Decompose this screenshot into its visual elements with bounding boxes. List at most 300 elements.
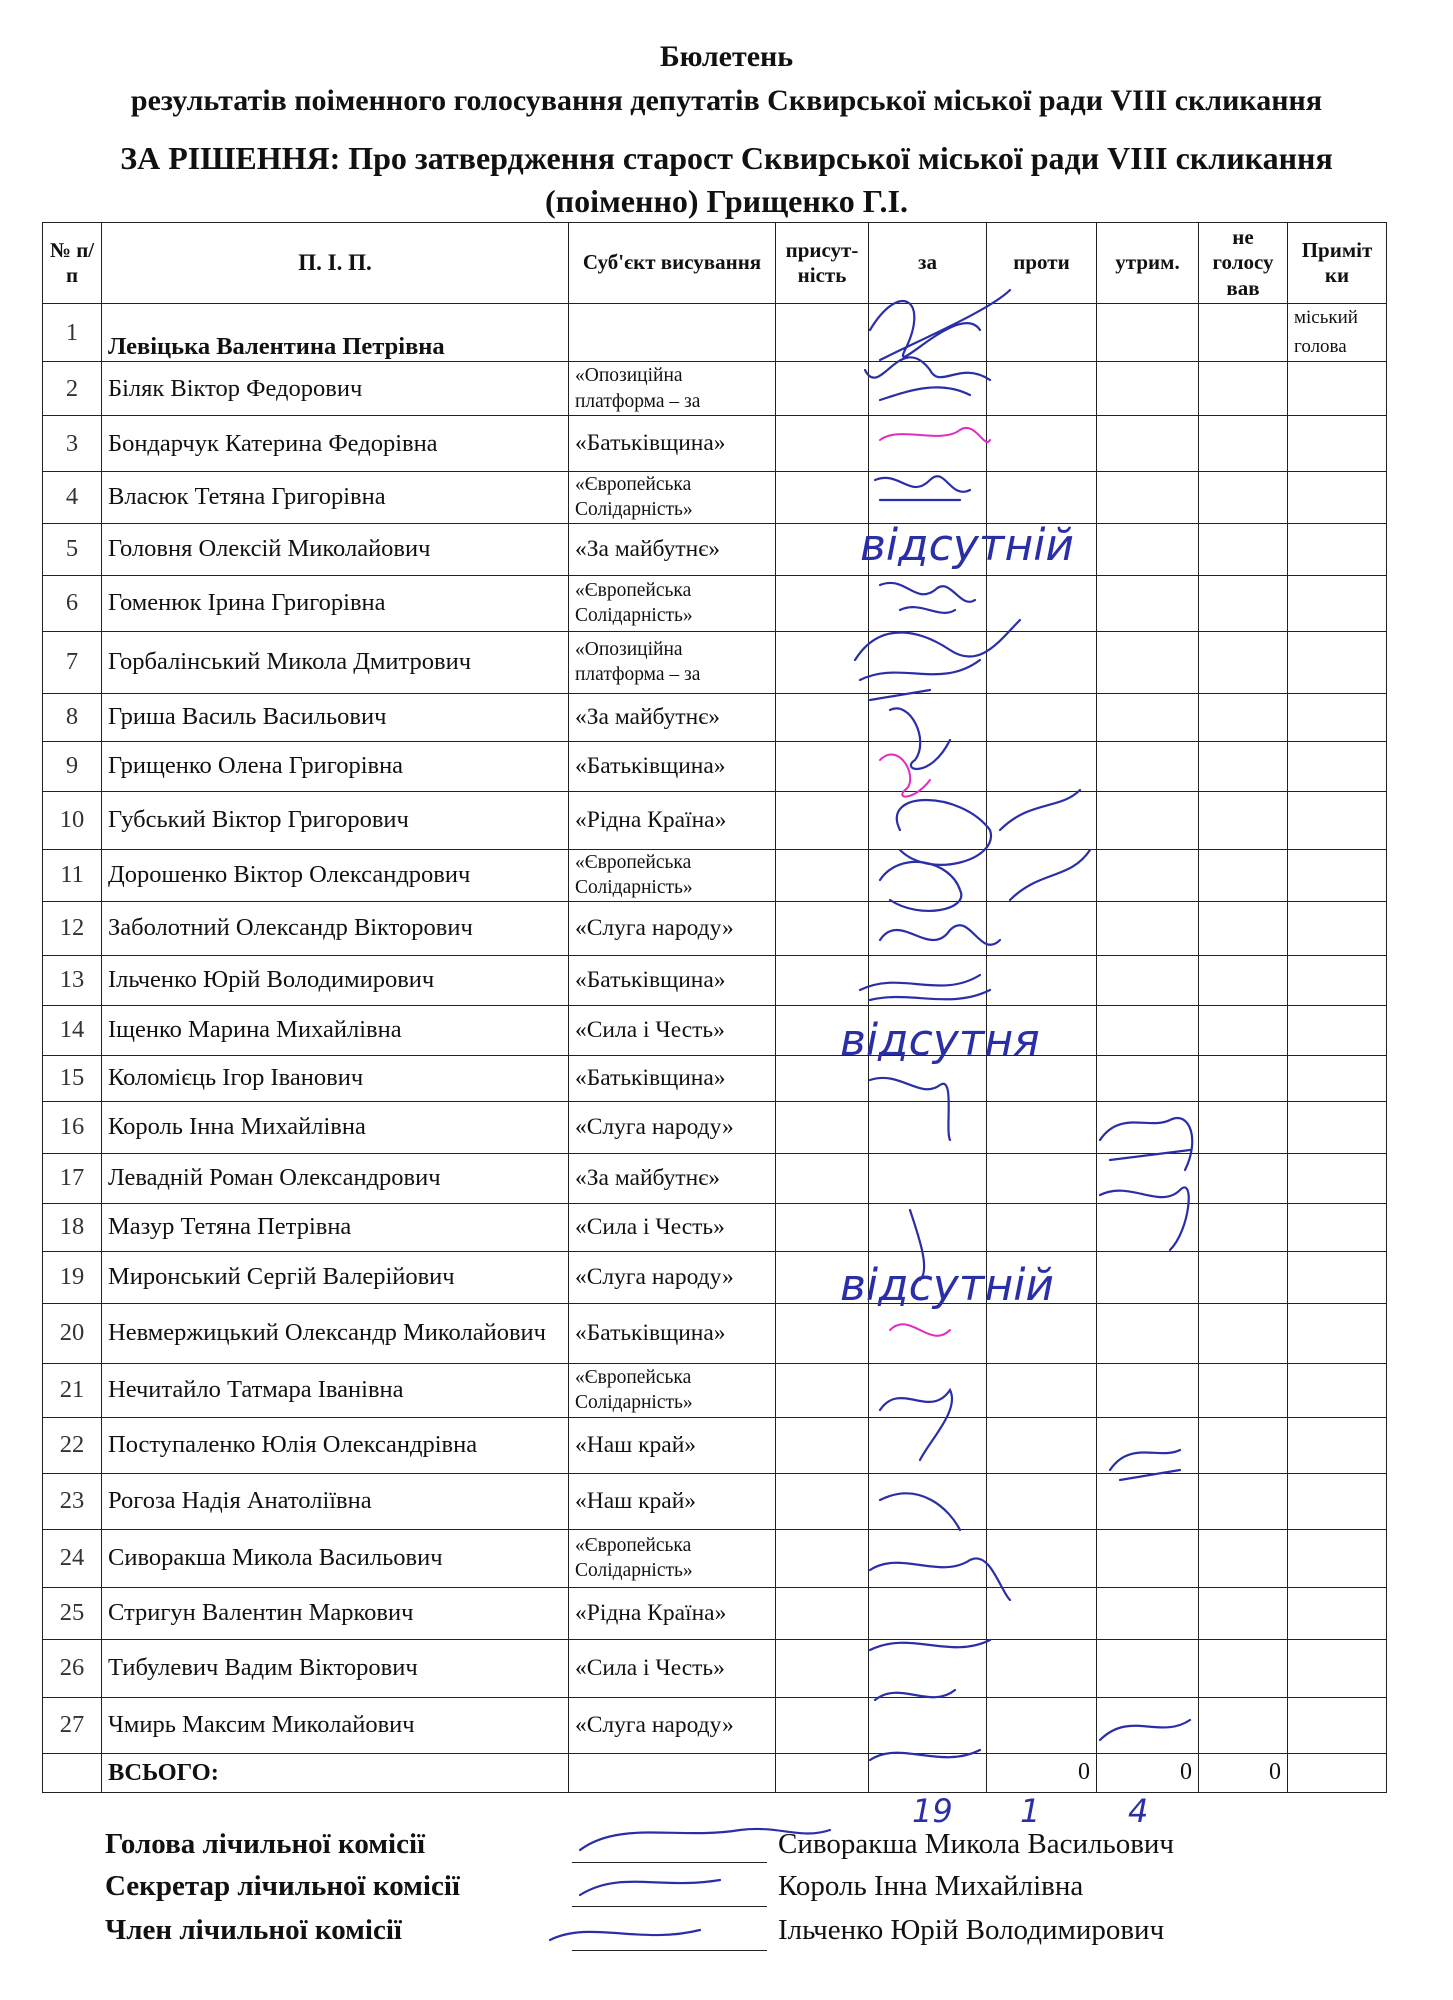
table-row [43,575,1387,631]
nominating-party: «За майбутнє» [569,523,776,575]
for-cell [869,416,987,472]
novote-cell [1199,1005,1288,1055]
abstain-cell [1097,901,1199,955]
for-cell [869,1473,987,1529]
novote-cell [1199,1473,1288,1529]
for-cell [869,1153,987,1203]
row-number: 8 [43,693,102,741]
against-cell [987,1473,1097,1529]
note-cell [1288,1473,1387,1529]
table-row [43,523,1387,575]
present-cell [776,1005,869,1055]
note-cell [1288,1005,1387,1055]
for-cell [869,1639,987,1697]
present-cell [776,791,869,849]
voting-table [42,222,1387,1793]
nominating-party: «Батьківщина» [569,1303,776,1363]
abstain-cell [1097,523,1199,575]
nominating-party: «Слуга народу» [569,1697,776,1753]
for-cell [869,693,987,741]
nominating-party: «Європейська Солідарність» [569,1529,776,1587]
against-cell [987,1203,1097,1251]
note-cell [1288,849,1387,901]
abstain-cell [1097,631,1199,693]
deputy-name: Гоменюк Ірина Григорівна [102,575,569,631]
novote-cell [1199,304,1288,362]
deputy-name: Рогоза Надія Анатоліївна [102,1473,569,1529]
table-row [43,1529,1387,1587]
note-cell [1288,1303,1387,1363]
for-cell [869,1055,987,1101]
totals-row [43,1753,1387,1792]
row-number: 11 [43,849,102,901]
header-against: проти [987,223,1097,304]
row-number: 15 [43,1055,102,1101]
totals-abstain-printed: 0 [1097,1753,1199,1792]
against-cell [987,362,1097,416]
novote-cell [1199,362,1288,416]
against-cell [987,849,1097,901]
row-number: 9 [43,741,102,791]
row-number: 13 [43,955,102,1005]
table-row [43,1587,1387,1639]
for-cell [869,1697,987,1753]
nominating-party: «Батьківщина» [569,416,776,472]
member-signature [550,1930,700,1940]
abstain-cell [1097,1529,1199,1587]
totals-novote: 0 [1199,1753,1288,1792]
note-cell [1288,1529,1387,1587]
novote-cell [1199,1203,1288,1251]
present-cell [776,1055,869,1101]
note-cell [1288,693,1387,741]
deputy-name: Грищенко Олена Григорівна [102,741,569,791]
head-signature-line [572,1862,767,1863]
total-against: 1 [1020,1792,1041,1830]
against-cell [987,575,1097,631]
present-cell [776,1153,869,1203]
abstain-cell [1097,304,1199,362]
deputy-name: Мазур Тетяна Петрівна [102,1203,569,1251]
secretary-signature-line [572,1906,767,1907]
note-cell [1288,1203,1387,1251]
abstain-cell [1097,575,1199,631]
deputy-name: Власюк Тетяна Григорівна [102,472,569,524]
row-number: 18 [43,1203,102,1251]
novote-cell [1199,1101,1288,1153]
nominating-party: «За майбутнє» [569,1153,776,1203]
against-cell [987,416,1097,472]
for-cell [869,304,987,362]
secretary-label: Секретар лічильної комісії [105,1870,460,1902]
row-number: 23 [43,1473,102,1529]
deputy-name: Чмирь Максим Миколайович [102,1697,569,1753]
nominating-party: «Наш край» [569,1417,776,1473]
note-cell [1288,575,1387,631]
deputy-name: Тибулевич Вадим Вікторович [102,1639,569,1697]
present-cell [776,304,869,362]
abstain-cell [1097,362,1199,416]
present-cell [776,849,869,901]
table-row [43,1005,1387,1055]
table-row [43,1251,1387,1303]
table-row [43,791,1387,849]
for-cell [869,1101,987,1153]
absent-note-14: відсутня [840,1015,1040,1066]
deputy-name: Левадній Роман Олександрович [102,1153,569,1203]
table-row [43,416,1387,472]
nominating-party: «Європейська Солідарність» [569,575,776,631]
abstain-cell [1097,1101,1199,1153]
for-cell [869,901,987,955]
for-cell [869,362,987,416]
present-cell [776,741,869,791]
totals-notes [1288,1753,1387,1792]
novote-cell [1199,416,1288,472]
for-cell [869,1363,987,1417]
table-row [43,631,1387,693]
present-cell [776,416,869,472]
for-cell [869,1005,987,1055]
present-cell [776,955,869,1005]
against-cell [987,901,1097,955]
abstain-cell [1097,1005,1199,1055]
member-label: Член лічильної комісії [105,1914,402,1946]
novote-cell [1199,472,1288,524]
against-cell [987,1055,1097,1101]
note-cell [1288,1363,1387,1417]
header-for: за [869,223,987,304]
novote-cell [1199,631,1288,693]
note-cell: міський голова [1288,304,1387,362]
row-number: 10 [43,791,102,849]
abstain-cell [1097,1251,1199,1303]
row-number: 19 [43,1251,102,1303]
deputy-name: Бондарчук Катерина Федорівна [102,416,569,472]
for-cell [869,791,987,849]
note-cell [1288,901,1387,955]
table-row [43,1101,1387,1153]
present-cell [776,523,869,575]
note-cell [1288,1251,1387,1303]
abstain-cell [1097,693,1199,741]
novote-cell [1199,1697,1288,1753]
present-cell [776,1697,869,1753]
against-cell [987,1005,1097,1055]
row-number: 2 [43,362,102,416]
table-row [43,693,1387,741]
against-cell [987,472,1097,524]
nominating-party: «Слуга народу» [569,1101,776,1153]
against-cell [987,1529,1097,1587]
novote-cell [1199,901,1288,955]
note-cell [1288,1153,1387,1203]
against-cell [987,741,1097,791]
deputy-name: Левіцька Валентина Петрівна [102,304,569,362]
present-cell [776,1587,869,1639]
header-present: присут-ність [776,223,869,304]
abstain-cell [1097,1639,1199,1697]
row-number: 24 [43,1529,102,1587]
table-row [43,1363,1387,1417]
against-cell [987,1363,1097,1417]
note-cell [1288,1697,1387,1753]
secretary-signature [580,1880,720,1895]
against-cell [987,1303,1097,1363]
nominating-party: «Слуга народу» [569,901,776,955]
novote-cell [1199,1417,1288,1473]
abstain-cell [1097,472,1199,524]
for-cell [869,1417,987,1473]
bulletin-subtitle: результатів поіменного голосування депутатів Сквирської міської ради VIII скликання [130,84,1323,117]
note-cell [1288,1417,1387,1473]
total-abstain: 4 [1128,1792,1149,1830]
for-cell [869,575,987,631]
deputy-name: Горбалінський Микола Дмитрович [102,631,569,693]
decision-title: ЗА РІШЕННЯ: Про затвердження старост Сквирської міської ради VIII скликання [120,140,1333,176]
table-row [43,1697,1387,1753]
for-cell [869,1251,987,1303]
note-cell [1288,362,1387,416]
novote-cell [1199,1055,1288,1101]
against-cell [987,1587,1097,1639]
present-cell [776,1473,869,1529]
deputy-name: Іщенко Марина Михайлівна [102,1005,569,1055]
nominating-party: «Сила і Честь» [569,1639,776,1697]
row-number: 6 [43,575,102,631]
nominating-party [569,304,776,362]
table-row [43,1153,1387,1203]
header-abstain: утрим. [1097,223,1199,304]
header-subject: Суб'єкт висування [569,223,776,304]
present-cell [776,1417,869,1473]
note-cell [1288,416,1387,472]
absent-note-19: відсутній [840,1260,1055,1311]
against-cell [987,631,1097,693]
row-number: 17 [43,1153,102,1203]
abstain-cell [1097,791,1199,849]
row-number: 16 [43,1101,102,1153]
abstain-cell [1097,741,1199,791]
abstain-cell [1097,1417,1199,1473]
novote-cell [1199,955,1288,1005]
row-number: 5 [43,523,102,575]
deputy-name: Сиворакша Микола Васильович [102,1529,569,1587]
nominating-party: «Опозиційна платформа – за [569,362,776,416]
against-cell [987,1639,1097,1697]
abstain-cell [1097,849,1199,901]
abstain-cell [1097,1587,1199,1639]
note-cell [1288,1639,1387,1697]
row-number: 22 [43,1417,102,1473]
table-row [43,304,1387,362]
member-signature-line [572,1950,767,1951]
deputy-name: Миронський Сергій Валерійович [102,1251,569,1303]
for-cell [869,1203,987,1251]
totals-label: ВСЬОГО: [102,1753,569,1792]
present-cell [776,1203,869,1251]
deputy-name: Заболотний Олександр Вікторович [102,901,569,955]
table-row [43,472,1387,524]
row-number: 26 [43,1639,102,1697]
abstain-cell [1097,416,1199,472]
nominating-party: «Рідна Країна» [569,1587,776,1639]
novote-cell [1199,1303,1288,1363]
for-cell [869,1587,987,1639]
table-row [43,741,1387,791]
deputy-name: Нечитайло Татмара Іванівна [102,1363,569,1417]
abstain-cell [1097,1303,1199,1363]
against-cell [987,693,1097,741]
note-cell [1288,741,1387,791]
against-cell [987,1101,1097,1153]
row-number: 12 [43,901,102,955]
table-row [43,1417,1387,1473]
nominating-party: «Європейська Солідарність» [569,1363,776,1417]
abstain-cell [1097,1363,1199,1417]
nominating-party: «Наш край» [569,1473,776,1529]
deputy-name: Гриша Василь Васильович [102,693,569,741]
row-number: 21 [43,1363,102,1417]
deputy-name: Коломієць Ігор Іванович [102,1055,569,1101]
note-cell [1288,472,1387,524]
novote-cell [1199,1529,1288,1587]
for-cell [869,472,987,524]
for-cell [869,741,987,791]
deputy-name: Поступаленко Юлія Олександрівна [102,1417,569,1473]
secretary-name: Король Інна Михайлівна [778,1870,1084,1902]
totals-present [776,1753,869,1792]
note-cell [1288,631,1387,693]
novote-cell [1199,1363,1288,1417]
deputy-name: Біляк Віктор Федорович [102,362,569,416]
for-cell [869,1303,987,1363]
decision-subtitle: (поіменно) Грищенко Г.І. [545,183,908,219]
note-cell [1288,1101,1387,1153]
row-number: 4 [43,472,102,524]
present-cell [776,575,869,631]
member-name: Ільченко Юрій Володимирович [778,1914,1165,1946]
nominating-party: «За майбутнє» [569,693,776,741]
totals-subject [569,1753,776,1792]
deputy-name: Головня Олексій Миколайович [102,523,569,575]
nominating-party: «Батьківщина» [569,741,776,791]
present-cell [776,1529,869,1587]
note-cell [1288,1055,1387,1101]
present-cell [776,1251,869,1303]
note-cell [1288,955,1387,1005]
nominating-party: «Батьківщина» [569,1055,776,1101]
abstain-cell [1097,955,1199,1005]
nominating-party: «Батьківщина» [569,955,776,1005]
header-novote: не голосу вав [1199,223,1288,304]
note-cell [1288,523,1387,575]
deputy-name: Невмержицький Олександр Миколайович [102,1303,569,1363]
table-row [43,1303,1387,1363]
against-cell [987,1697,1097,1753]
header-notes: Приміт ки [1288,223,1387,304]
table-row [43,1203,1387,1251]
nominating-party: «Опозиційна платформа – за [569,631,776,693]
row-number: 7 [43,631,102,693]
totals-against-printed: 0 [987,1753,1097,1792]
novote-cell [1199,1587,1288,1639]
present-cell [776,362,869,416]
head-label: Голова лічильної комісії [105,1828,426,1860]
abstain-cell [1097,1055,1199,1101]
novote-cell [1199,741,1288,791]
present-cell [776,1363,869,1417]
header-name: П. І. П. [102,223,569,304]
abstain-cell [1097,1473,1199,1529]
deputy-name: Губський Віктор Григорович [102,791,569,849]
table-row [43,849,1387,901]
nominating-party: «Сила і Честь» [569,1005,776,1055]
present-cell [776,1101,869,1153]
novote-cell [1199,1639,1288,1697]
against-cell [987,523,1097,575]
nominating-party: «Слуга народу» [569,1251,776,1303]
note-cell [1288,1587,1387,1639]
abstain-cell [1097,1203,1199,1251]
table-row [43,1639,1387,1697]
deputy-name: Дорошенко Віктор Олександрович [102,849,569,901]
table-row [43,901,1387,955]
for-cell [869,523,987,575]
novote-cell [1199,523,1288,575]
table-header-row [43,223,1387,304]
for-cell [869,1529,987,1587]
present-cell [776,1639,869,1697]
present-cell [776,901,869,955]
table-row [43,955,1387,1005]
against-cell [987,1153,1097,1203]
present-cell [776,472,869,524]
totals-for [869,1753,987,1792]
deputy-name: Король Інна Михайлівна [102,1101,569,1153]
nominating-party: «Рідна Країна» [569,791,776,849]
present-cell [776,693,869,741]
nominating-party: «Європейська Солідарність» [569,849,776,901]
row-number: 1 [43,304,102,362]
row-number: 25 [43,1587,102,1639]
for-cell [869,631,987,693]
against-cell [987,791,1097,849]
totals-num [43,1753,102,1792]
total-for: 19 [912,1792,953,1830]
bulletin-title: Бюлетень [659,40,794,73]
against-cell [987,1417,1097,1473]
table-row [43,362,1387,416]
novote-cell [1199,791,1288,849]
against-cell [987,955,1097,1005]
deputy-name: Стригун Валентин Маркович [102,1587,569,1639]
novote-cell [1199,1251,1288,1303]
nominating-party: «Сила і Честь» [569,1203,776,1251]
row-number: 14 [43,1005,102,1055]
table-row [43,1473,1387,1529]
abstain-cell [1097,1153,1199,1203]
note-cell [1288,791,1387,849]
novote-cell [1199,575,1288,631]
for-cell [869,955,987,1005]
novote-cell [1199,849,1288,901]
abstain-cell [1097,1697,1199,1753]
novote-cell [1199,693,1288,741]
present-cell [776,1303,869,1363]
row-number: 3 [43,416,102,472]
row-number: 27 [43,1697,102,1753]
